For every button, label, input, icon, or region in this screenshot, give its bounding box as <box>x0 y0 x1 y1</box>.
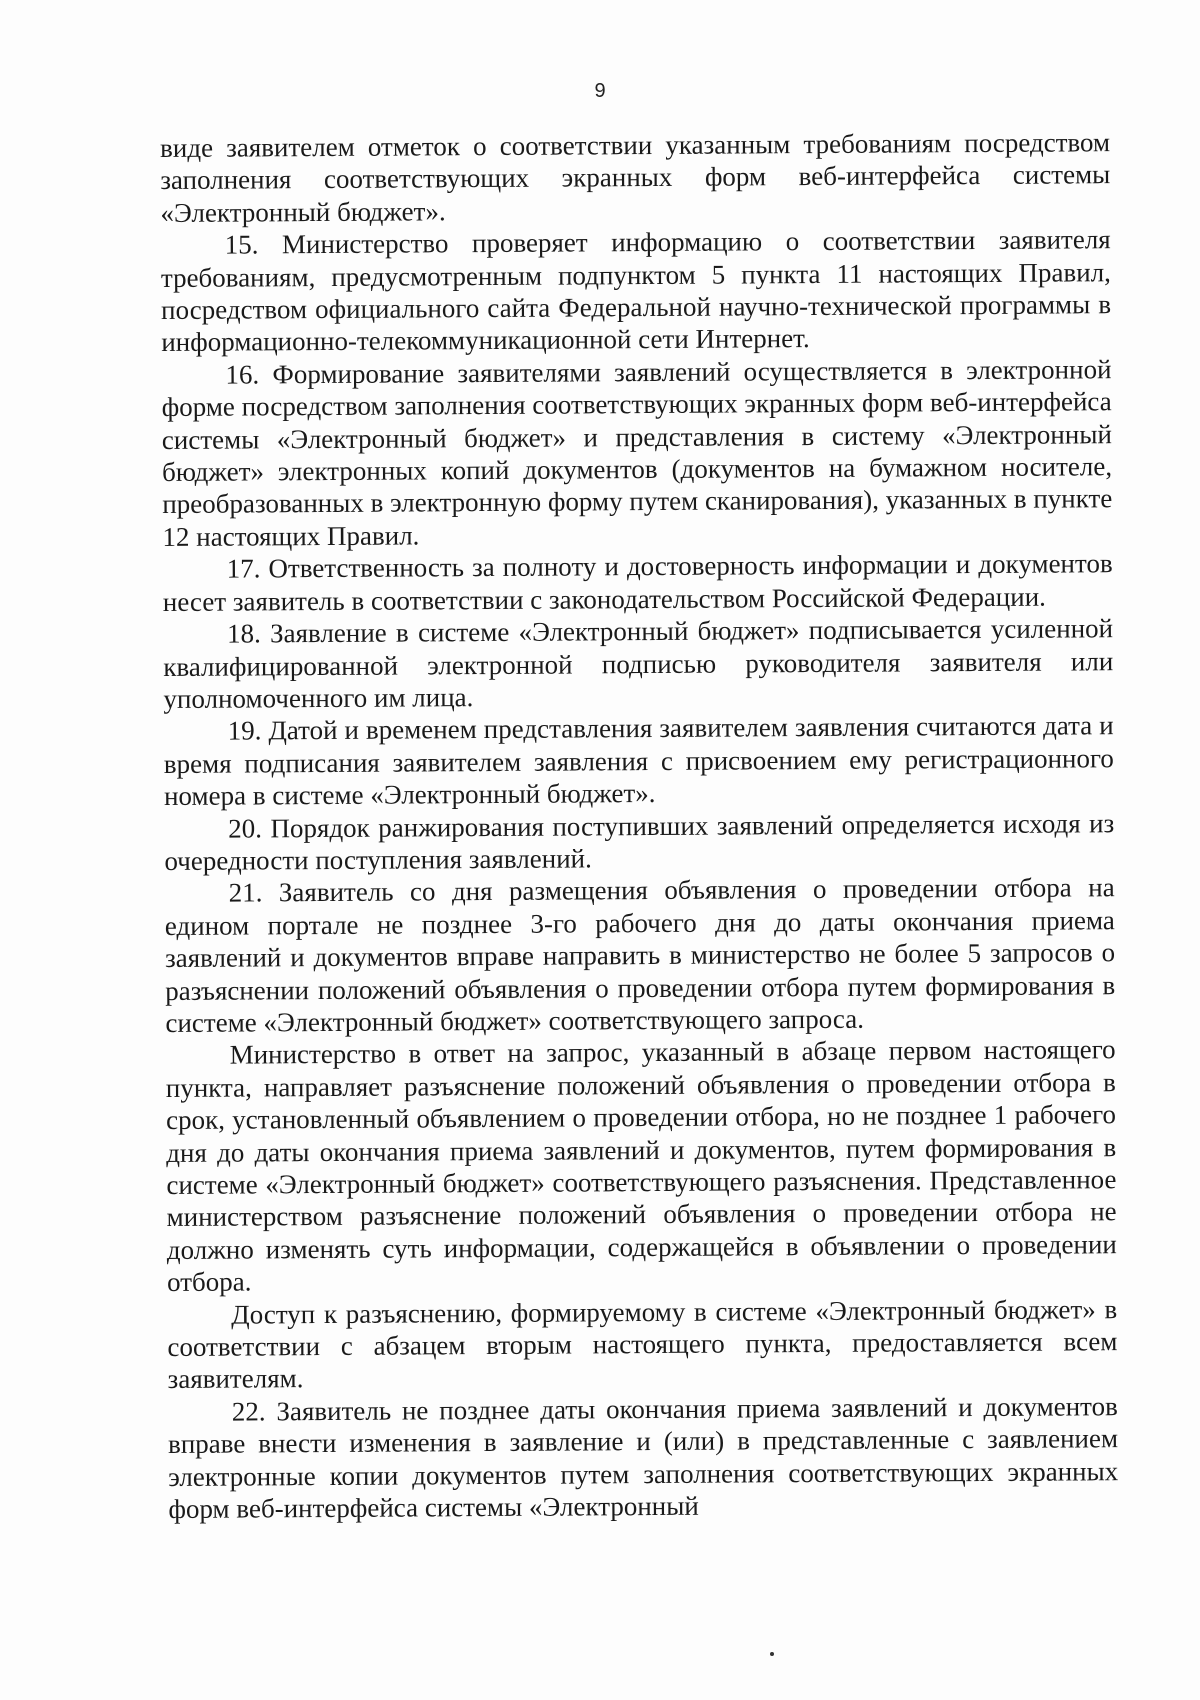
paragraph-item-21-third: Доступ к разъяснению, формируемому в системе «Электронный бюджет» в соответствии с абзацем вторым настоящего пункта, предоставляется всем заявителям. <box>167 1293 1118 1395</box>
paragraph-item-21-second: Министерство в ответ на запрос, указанный в абзаце первом настоящего пункта, направляет разъяснение положений объявления о проведении отбора в срок, установленный объявлением о проведении отбора, но не позднее 1 рабочего дня до даты окончания приема заявлений и документов, путем формирования в системе «Электронный бюджет» соответствующего разъяснения. Представленное министерством разъяснение положений объявления о проведении отбора не должно изменять суть информации, содержащейся в объявлении о проведении отбора. <box>165 1034 1117 1298</box>
paragraph-item-17: 17. Ответственность за полноту и достоверность информации и документов несет заявитель в соответствии с законодательством Российской Федерации. <box>162 548 1113 617</box>
paragraph-item-15: 15. Министерство проверяет информацию о соответствии заявителя требованиям, предусмотренным подпунктом 5 пункта 11 настоящих Правил, посредством официального сайта Федеральной научно-технической программы в информационно-телекоммуникационной сети Интернет. <box>160 224 1112 358</box>
paragraph-item-19: 19. Датой и временем представления заявителем заявления считаются дата и время подписания заявителем заявления с присвоением ему регистрационного номера в системе «Электронный бюджет». <box>163 710 1114 812</box>
paragraph-continuation: виде заявителем отметок о соответствии указанным требованиям посредством заполнения соответствующих экранных форм веб-интерфейса системы «Электронный бюджет». <box>160 127 1111 228</box>
page-number: 9 <box>594 80 606 102</box>
paragraph-item-20: 20. Порядок ранжирования поступивших заявлений определяется исходя из очередности поступления заявлений. <box>164 807 1115 876</box>
paragraph-item-16: 16. Формирование заявителями заявлений осуществляется в электронной форме посредством заполнения соответствующих экранных форм веб-интерфейса системы «Электронный бюджет» и представления в систему «Электронный бюджет» электронных копий документов (документов на бумажном носителе, преобразованных в электронную форму путем сканирования), указанных в пункте 12 настоящих Правил. <box>161 354 1113 552</box>
paragraph-item-22: 22. Заявитель не позднее даты окончания приема заявлений и документов вправе внести изменения в заявление и (или) в представленные с заявлением электронные копии документов путем заполнения соответствующих экранных форм веб-интерфейса системы «Электронный <box>167 1391 1119 1525</box>
scan-artifact-dot <box>770 1652 774 1656</box>
paragraph-item-18: 18. Заявление в системе «Электронный бюджет» подписывается усиленной квалифицированной электронной подписью руководителя заявителя или уполномоченного им лица. <box>163 613 1114 714</box>
document-body <box>160 126 1118 1525</box>
paragraph-item-21: 21. Заявитель со дня размещения объявления о проведении отбора на едином портале не позднее 3-го рабочего дня до даты окончания приема заявлений и документов вправе направить в министерство не более 5 запросов о разъяснении положений объявления о проведении отбора путем формирования в системе «Электронный бюджет» соответствующего запроса. <box>164 872 1116 1038</box>
